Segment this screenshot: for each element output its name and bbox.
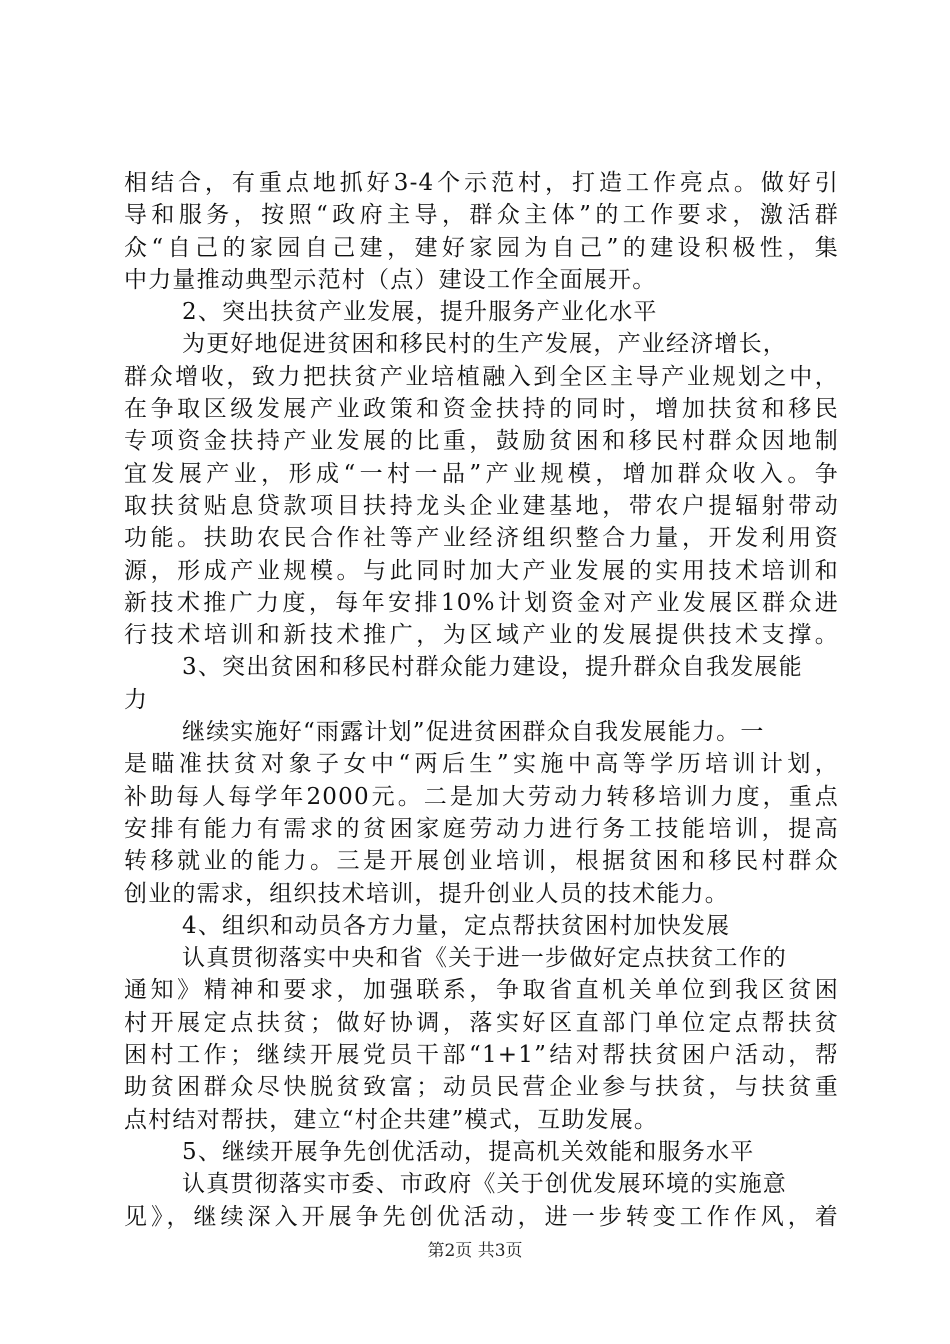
text-line: 取扶贫贴息贷款项目扶持龙头企业建基地，带农户提辐射带动 [124,492,839,519]
text-line: 新技术推广力度，每年安排10%计划资金对产业发展区群众进 [124,589,839,616]
text-line: 认真贯彻落实市委、市政府《关于创优发展环境的实施意 [182,1171,787,1198]
text-line: 为更好地促进贫困和移民村的生产发展，产业经济增长， [182,331,787,358]
text-line: 是瞄准扶贫对象子女中“两后生”实施中高等学历培训计划， [124,751,839,778]
text-line: 中力量推动典型示范村（点）建设工作全面展开。 [124,266,657,293]
text-line: 困村工作；继续开展党员干部“1+1”结对帮扶贫困户活动，帮 [124,1042,839,1069]
text-line: 继续实施好“雨露计划”促进贫困群众自我发展能力。一 [182,719,765,746]
text-line: 补助每人每学年2000元。二是加大劳动力转移培训力度，重点 [124,783,839,810]
text-line: 宜发展产业，形成“一村一品”产业规模，增加群众收入。争 [124,460,839,487]
section-heading: 3、突出贫困和移民村群众能力建设，提升群众自我发展能 [182,654,803,681]
section-heading-continued: 力 [124,686,149,713]
text-line: 相结合，有重点地抓好3-4个示范村，打造工作亮点。做好引 [124,170,839,196]
section-heading: 5、继续开展争先创优活动，提高机关效能和服务水平 [182,1138,755,1165]
page-footer [0,1240,950,1262]
section-heading: 2、突出扶贫产业发展，提升服务产业化水平 [182,299,658,326]
text-line: 在争取区级发展产业政策和资金扶持的同时，增加扶贫和移民 [124,396,839,423]
document-body [124,167,839,1233]
text-line: 专项资金扶持产业发展的比重，鼓励贫困和移民村群众因地制 [124,428,839,455]
text-line: 村开展定点扶贫；做好协调，落实好区直部门单位定点帮扶贫 [124,1009,839,1036]
text-line: 群众增收，致力把扶贫产业培植融入到全区主导产业规划之中， [124,363,839,390]
text-line: 功能。扶助农民合作社等产业经济组织整合力量，开发利用资 [124,525,839,552]
text-line: 点村结对帮扶，建立“村企共建”模式，互助发展。 [124,1106,659,1133]
text-line: 行技术培训和新技术推广，为区域产业的发展提供技术支撑。 [124,622,839,649]
text-line: 认真贯彻落实中央和省《关于进一步做好定点扶贫工作的 [182,945,787,972]
text-line: 导和服务，按照“政府主导，群众主体”的工作要求，激活群 [124,202,839,229]
page-number: 第2页 共3页 [427,1241,523,1261]
text-line: 见》，继续深入开展争先创优活动，进一步转变工作作风，着 [124,1203,839,1230]
text-line: 创业的需求，组织技术培训，提升创业人员的技术能力。 [124,880,729,907]
text-line: 通知》精神和要求，加强联系，争取省直机关单位到我区贫困 [124,977,839,1004]
text-line: 转移就业的能力。三是开展创业培训，根据贫困和移民村群众 [124,848,839,875]
text-line: 源，形成产业规模。与此同时加大产业发展的实用技术培训和 [124,557,839,584]
text-line: 助贫困群众尽快脱贫致富；动员民营企业参与扶贫，与扶贫重 [124,1074,839,1101]
text-line: 众“自己的家园自己建，建好家园为自己”的建设积极性，集 [124,234,839,261]
section-heading: 4、组织和动员各方力量，定点帮扶贫困村加快发展 [182,912,731,939]
text-line: 安排有能力有需求的贫困家庭劳动力进行务工技能培训，提高 [124,815,839,842]
